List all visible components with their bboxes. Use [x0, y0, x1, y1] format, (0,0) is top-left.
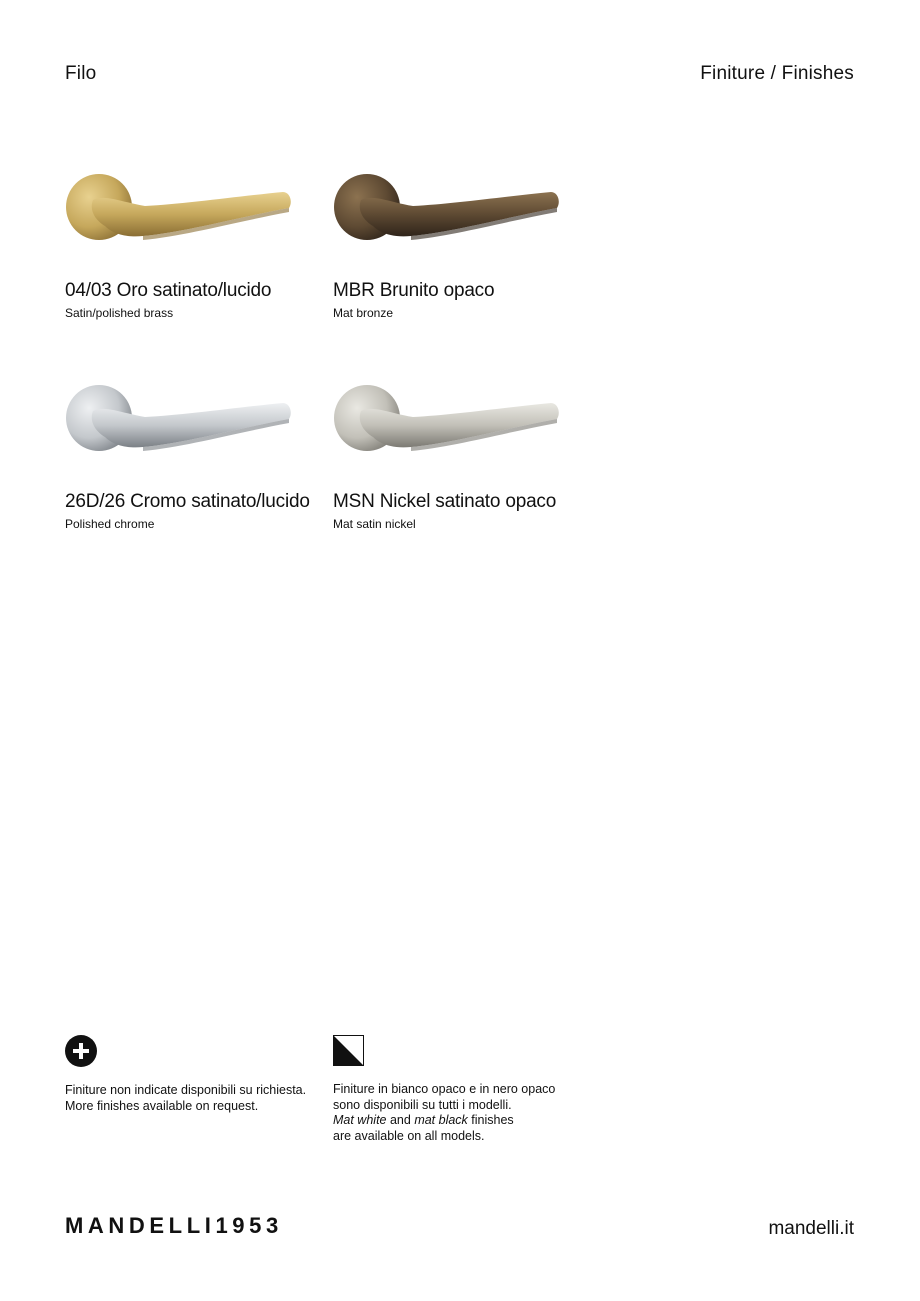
brand-logo: MANDELLI1953 — [65, 1213, 283, 1238]
finish-name: MBR Brunito opaco — [333, 280, 495, 301]
finish-name: MSN Nickel satinato opaco — [333, 491, 557, 512]
note-em-black: mat black — [414, 1113, 468, 1127]
plus-circle-icon — [65, 1035, 97, 1067]
note-line-en: More finishes available on request. — [65, 1098, 259, 1113]
note-line-3 — [333, 1113, 555, 1129]
note-em-white: Mat white — [333, 1113, 387, 1127]
finish-subtitle: Mat bronze — [333, 306, 394, 320]
finish-subtitle: Polished chrome — [65, 517, 155, 531]
note-line-it: Finiture non indicate disponibili su richiesta. — [65, 1083, 307, 1097]
note-line-1: Finiture in bianco opaco e in nero opaco — [333, 1082, 556, 1096]
handle-nickel-image — [333, 381, 573, 481]
website-link[interactable]: mandelli.it — [768, 1218, 854, 1239]
collection-title: Filo — [65, 63, 97, 84]
handle-chrome-image — [65, 381, 305, 481]
finish-name: 04/03 Oro satinato/lucido — [65, 280, 272, 301]
finish-subtitle: Mat satin nickel — [333, 517, 416, 531]
half-black-square-icon — [333, 1035, 364, 1066]
finish-subtitle: Satin/polished brass — [65, 306, 174, 320]
finish-bronze — [333, 170, 593, 320]
handle-bronze-image — [333, 170, 573, 270]
handle-brass-image — [65, 170, 305, 270]
finish-chrome — [65, 381, 325, 531]
finish-brass — [65, 170, 325, 320]
note-line-2: sono disponibili su tutti i modelli. — [333, 1097, 512, 1112]
note-and: and — [386, 1113, 415, 1127]
note-rest: finishes — [467, 1113, 514, 1127]
section-title: Finiture / Finishes — [700, 63, 854, 84]
white-black-note — [333, 1035, 555, 1144]
finish-name: 26D/26 Cromo satinato/lucido — [65, 491, 310, 512]
more-finishes-note — [65, 1035, 306, 1114]
finish-nickel — [333, 381, 593, 531]
note-line-4: are available on all models. — [333, 1128, 485, 1143]
